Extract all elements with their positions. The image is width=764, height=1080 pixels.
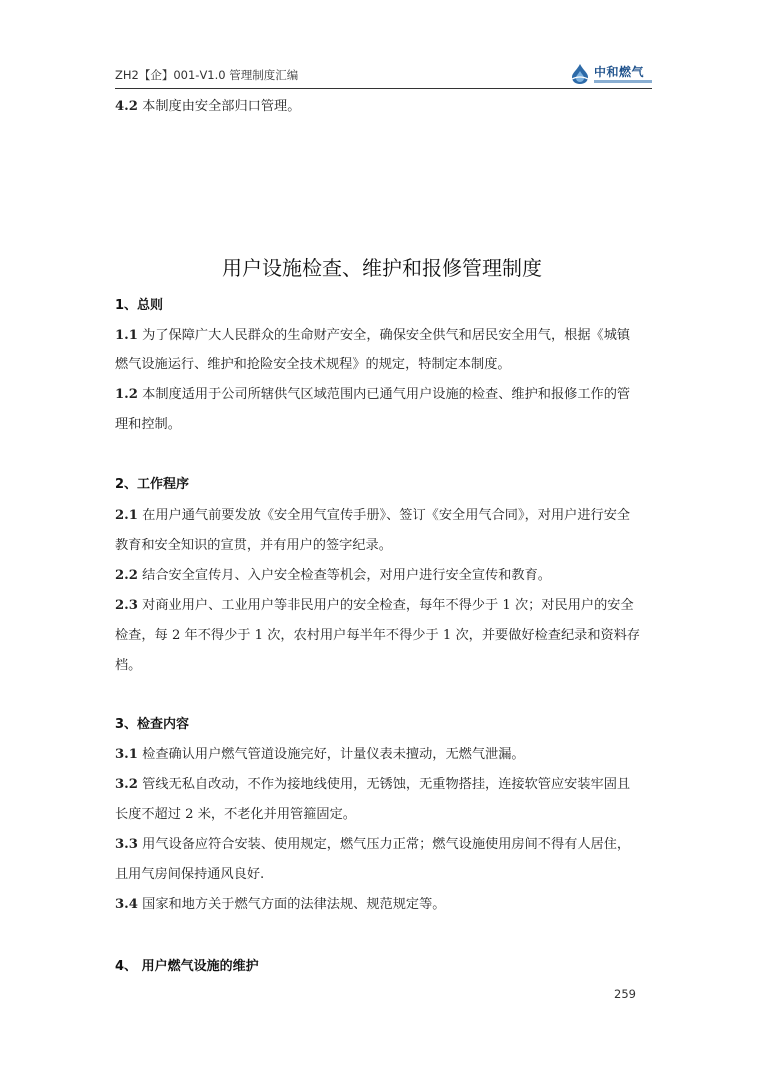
clause-text: 在用户通气前要发放《安全用气宣传手册》、签订《安全用气合同》，对用户进行安全 — [142, 508, 631, 523]
clause-2-3-cont: 检查，每 2 年不得少于 1 次，农村用户每半年不得少于 1 次，并要做好检查纪录和资料存 — [115, 628, 641, 643]
clause-text: 结合安全宣传月、入户安全检查等机会，对用户进行安全宣传和教育。 — [142, 568, 551, 583]
clause-text: 对商业用户、工业用户等非民用户的安全检查，每年不得少于 1 次；对民用户的安全 — [142, 598, 634, 613]
flame-drop-icon — [569, 63, 591, 85]
clause-number: 1.1 — [115, 328, 138, 343]
clause-text: 本制度由安全部归口管理。 — [142, 99, 301, 114]
section-heading-1: 1、总则 — [115, 298, 164, 313]
section-heading-2: 2、工作程序 — [115, 477, 190, 492]
page-number: 259 — [614, 987, 636, 1001]
clause-number: 2.2 — [115, 568, 138, 583]
clause-1-1-cont: 燃气设施运行、维护和抢险安全技术规程》的规定，特制定本制度。 — [115, 357, 511, 372]
clause-3-4 — [115, 895, 655, 915]
clause-number: 3.1 — [115, 747, 138, 762]
clause-number: 3.4 — [115, 897, 138, 912]
clause-number: 1.2 — [115, 387, 138, 402]
clause-text: 国家和地方关于燃气方面的法律法规、规范规定等。 — [142, 897, 446, 912]
clause-3-2 — [115, 775, 655, 795]
clause-text: 本制度适用于公司所辖供气区域范围内已通气用户设施的检查、维护和报修工作的管 — [142, 387, 631, 402]
section-heading-4: 4、 用户燃气设施的维护 — [115, 959, 259, 974]
clause-number: 3.3 — [115, 837, 138, 852]
clause-number: 4.2 — [115, 99, 138, 114]
logo-name: 中和燃气 — [594, 64, 645, 79]
clause-2-1 — [115, 506, 655, 526]
clause-number: 3.2 — [115, 777, 138, 792]
clause-2-3-cont2: 档。 — [115, 658, 142, 673]
clause-3-3-cont: 且用气房间保持通风良好. — [115, 867, 265, 882]
clause-1-2 — [115, 385, 655, 405]
section-heading-3: 3、检查内容 — [115, 717, 190, 732]
clause-1-1 — [115, 326, 655, 346]
clause-text: 管线无私自改动，不作为接地线使用，无锈蚀，无重物搭挂，连接软管应安装牢固且 — [142, 777, 631, 792]
logo-underline — [594, 80, 652, 83]
company-logo — [569, 63, 652, 85]
clause-3-2-cont: 长度不超过 2 米，不老化并用管箍固定。 — [115, 807, 356, 822]
clause-4-2 — [115, 97, 655, 117]
clause-3-3 — [115, 835, 655, 855]
clause-2-1-cont: 教育和安全知识的宣贯，并有用户的签字纪录。 — [115, 538, 392, 553]
clause-3-1 — [115, 745, 655, 765]
page-header — [115, 60, 652, 89]
clause-2-2 — [115, 566, 655, 586]
clause-number: 2.3 — [115, 598, 138, 613]
clause-text: 用气设备应符合安装、使用规定，燃气压力正常；燃气设施使用房间不得有人居住， — [142, 837, 631, 852]
clause-text: 为了保障广大人民群众的生命财产安全，确保安全供气和居民安全用气，根据《城镇 — [142, 328, 631, 343]
header-text: ZH2【企】001-V1.0 管理制度汇编 — [115, 68, 299, 82]
clause-number: 2.1 — [115, 508, 138, 523]
clause-1-2-cont: 理和控制。 — [115, 417, 181, 432]
clause-text: 检查确认用户燃气管道设施完好，计量仪表未擅动，无燃气泄漏。 — [142, 747, 525, 762]
clause-2-3 — [115, 596, 655, 616]
document-title: 用户设施检查、维护和报修管理制度 — [222, 256, 542, 280]
